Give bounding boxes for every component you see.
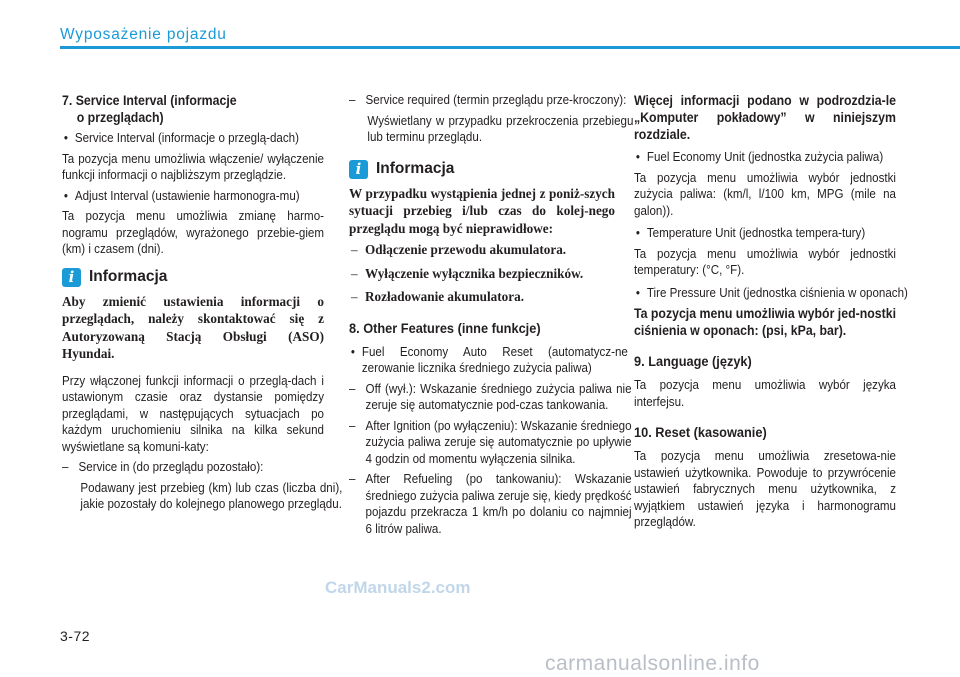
dash-item: – Service in (do przeglądu pozostało): xyxy=(62,460,264,474)
option-after-ignition: – After Ignition (po wyłączeniu): Wskazanie średniego zużycia paliwa zeruje się automatycznie po upływie 4 godzin od momentu wyłączenia silnika. xyxy=(349,418,632,466)
paragraph-indented: Wyświetlany w przypadku przekroczenia przebiegu lub terminu przeglądu. xyxy=(367,113,634,144)
bullet-adjust-interval: • Adjust Interval (ustawienie harmonogra-mu) xyxy=(62,188,337,205)
info-list-text: Wyłączenie wyłącznika bezpieczników. xyxy=(365,265,584,281)
watermark-left: CarManuals2.com xyxy=(325,578,471,597)
info-box-header xyxy=(349,160,615,179)
bullet-service-interval: • Service Interval (informacje o przeglą-dach) xyxy=(62,130,337,147)
paragraph: Ta pozycja menu umożliwia zresetowa-nie ustawień użytkownika. Powoduje to przywrócenie ustawień fabrycznych menu użytkownika, z wyjątkiem ustawień języka i harmonogramu przeglądów. xyxy=(634,449,896,529)
heading-reset: 10. Reset (kasowanie) xyxy=(634,425,767,441)
intro-bold: Więcej informacji podano w podrozdzia-le „Komputer pokładowy” w niniejszym rozdziale. xyxy=(634,93,896,142)
info-list-text: Rozładowanie akumulatora. xyxy=(365,289,524,304)
info-title: Informacja xyxy=(376,160,455,177)
header-rule xyxy=(60,46,960,49)
paragraph: Ta pozycja menu umożliwia włączenie/ wyłączenie funkcji informacji o najbliższym przeglądzie. xyxy=(62,151,324,182)
info-text: Aby zmienić ustawienia informacji o przeglądach, należy skontaktować się z Autoryzowaną Stacją Obsługi (ASO) Hyundai. xyxy=(62,293,324,361)
bullet-fuel-economy-reset: • Fuel Economy Auto Reset (automatycz-ne zerowanie licznika średniego zużycia paliwa) xyxy=(349,344,628,377)
bullet-tire-pressure-unit: • Tire Pressure Unit (jednostka ciśnienia w oponach) xyxy=(634,285,909,302)
paragraph: Ta pozycja menu umożliwia wybór jednostki zużycia paliwa: (km/l, l/100 km, MPG (mile na galon)). xyxy=(634,170,896,218)
paragraph-indented: Podawany jest przebieg (km) lub czas (liczba dni), jakie pozostały do kolejnego planowego przeglądu. xyxy=(80,480,343,511)
info-box-header xyxy=(62,268,324,287)
paragraph: Ta pozycja menu umożliwia wybór języka interfejsu. xyxy=(634,378,896,409)
option-after-refueling: – After Refueling (po tankowaniu): Wskazanie średniego zużycia paliwa zeruje się, kiedy prędkość pojazdu przekracza 1 km/h po dolaniu co najmniej 6 litrów paliwa. xyxy=(349,472,632,536)
paragraph: Ta pozycja menu umożliwia wybór jednostki temperatury: (°C, °F). xyxy=(634,246,896,277)
info-list-item: – Odłączenie przewodu akumulatora. xyxy=(351,242,567,257)
bullet-temperature-unit: • Temperature Unit (jednostka tempera-tury) xyxy=(634,225,909,242)
option-off: – Off (wył.): Wskazanie średniego zużycia paliwa nie zeruje się automatycznie pod-czas tankowania. xyxy=(349,381,632,412)
info-list-item: – Rozładowanie akumulatora. xyxy=(351,289,524,304)
option-text: After Ignition (po wyłączeniu): Wskazanie średniego zużycia paliwa zeruje się automatycznie po upływie 4 godzin od momentu wyłączenia silnika. xyxy=(365,418,632,466)
dash-item-text: Service in (do przeglądu pozostało): xyxy=(78,460,264,474)
heading-service-interval-cont: o przeglądach) xyxy=(76,110,164,125)
column-1 xyxy=(62,92,343,513)
info-icon: i xyxy=(349,160,368,179)
info-text: W przypadku wystąpienia jednej z poniż-szych sytuacji przebieg i/lub czas do kolej-nego przeglądu mogą być nieprawidłowe: xyxy=(349,185,615,236)
info-icon: i xyxy=(62,268,81,287)
info-list-item: – Wyłączenie wyłącznika bezpieczników. xyxy=(351,265,584,281)
paragraph-bold: Ta pozycja menu umożliwia wybór jed-nostki ciśnienia w oponach: (psi, kPa, bar). xyxy=(634,306,896,338)
dash-item-text: Service required (termin przeglądu prze-kroczony): xyxy=(365,93,627,107)
column-3 xyxy=(634,92,908,531)
paragraph: Przy włączonej funkcji informacji o przeglą-dach i ustawionym czasie oraz dystansie pomiędzy przeglądami, w następujących sytuacjach po każdym uruchomieniu silnika na kilka sekund wyświetlane są komuni-katy: xyxy=(62,373,324,454)
watermark-right: carmanualsonline.info xyxy=(545,652,760,675)
paragraph: Ta pozycja menu umożliwia zmianę harmo-nogramu przeglądów, wyrażonego przebie-giem (km) i czasem (dni). xyxy=(62,209,324,256)
info-title: Informacja xyxy=(89,268,168,285)
column-2 xyxy=(349,92,634,537)
heading-service-interval: 7. Service Interval (informacje xyxy=(62,93,237,108)
page-number: 3-72 xyxy=(60,628,91,644)
bullet-fuel-economy-unit: • Fuel Economy Unit (jednostka zużycia paliwa) xyxy=(634,149,909,166)
heading-other-features: 8. Other Features (inne funkcje) xyxy=(349,320,541,337)
section-header: Wyposażenie pojazdu xyxy=(60,26,227,43)
option-text: After Refueling (po tankowaniu): Wskazanie średniego zużycia paliwa zeruje się, kiedy prędkość pojazdu przekracza 1 km/h po dolaniu co najmniej 6 litrów paliwa. xyxy=(365,472,632,536)
heading-language: 9. Language (język) xyxy=(634,354,752,370)
option-text: Off (wył.): Wskazanie średniego zużycia paliwa nie zeruje się automatycznie pod-czas tankowania. xyxy=(365,381,632,412)
info-list-text: Odłączenie przewodu akumulatora. xyxy=(365,242,567,257)
dash-item: – Service required (termin przeglądu prze-kroczony): xyxy=(349,93,627,107)
